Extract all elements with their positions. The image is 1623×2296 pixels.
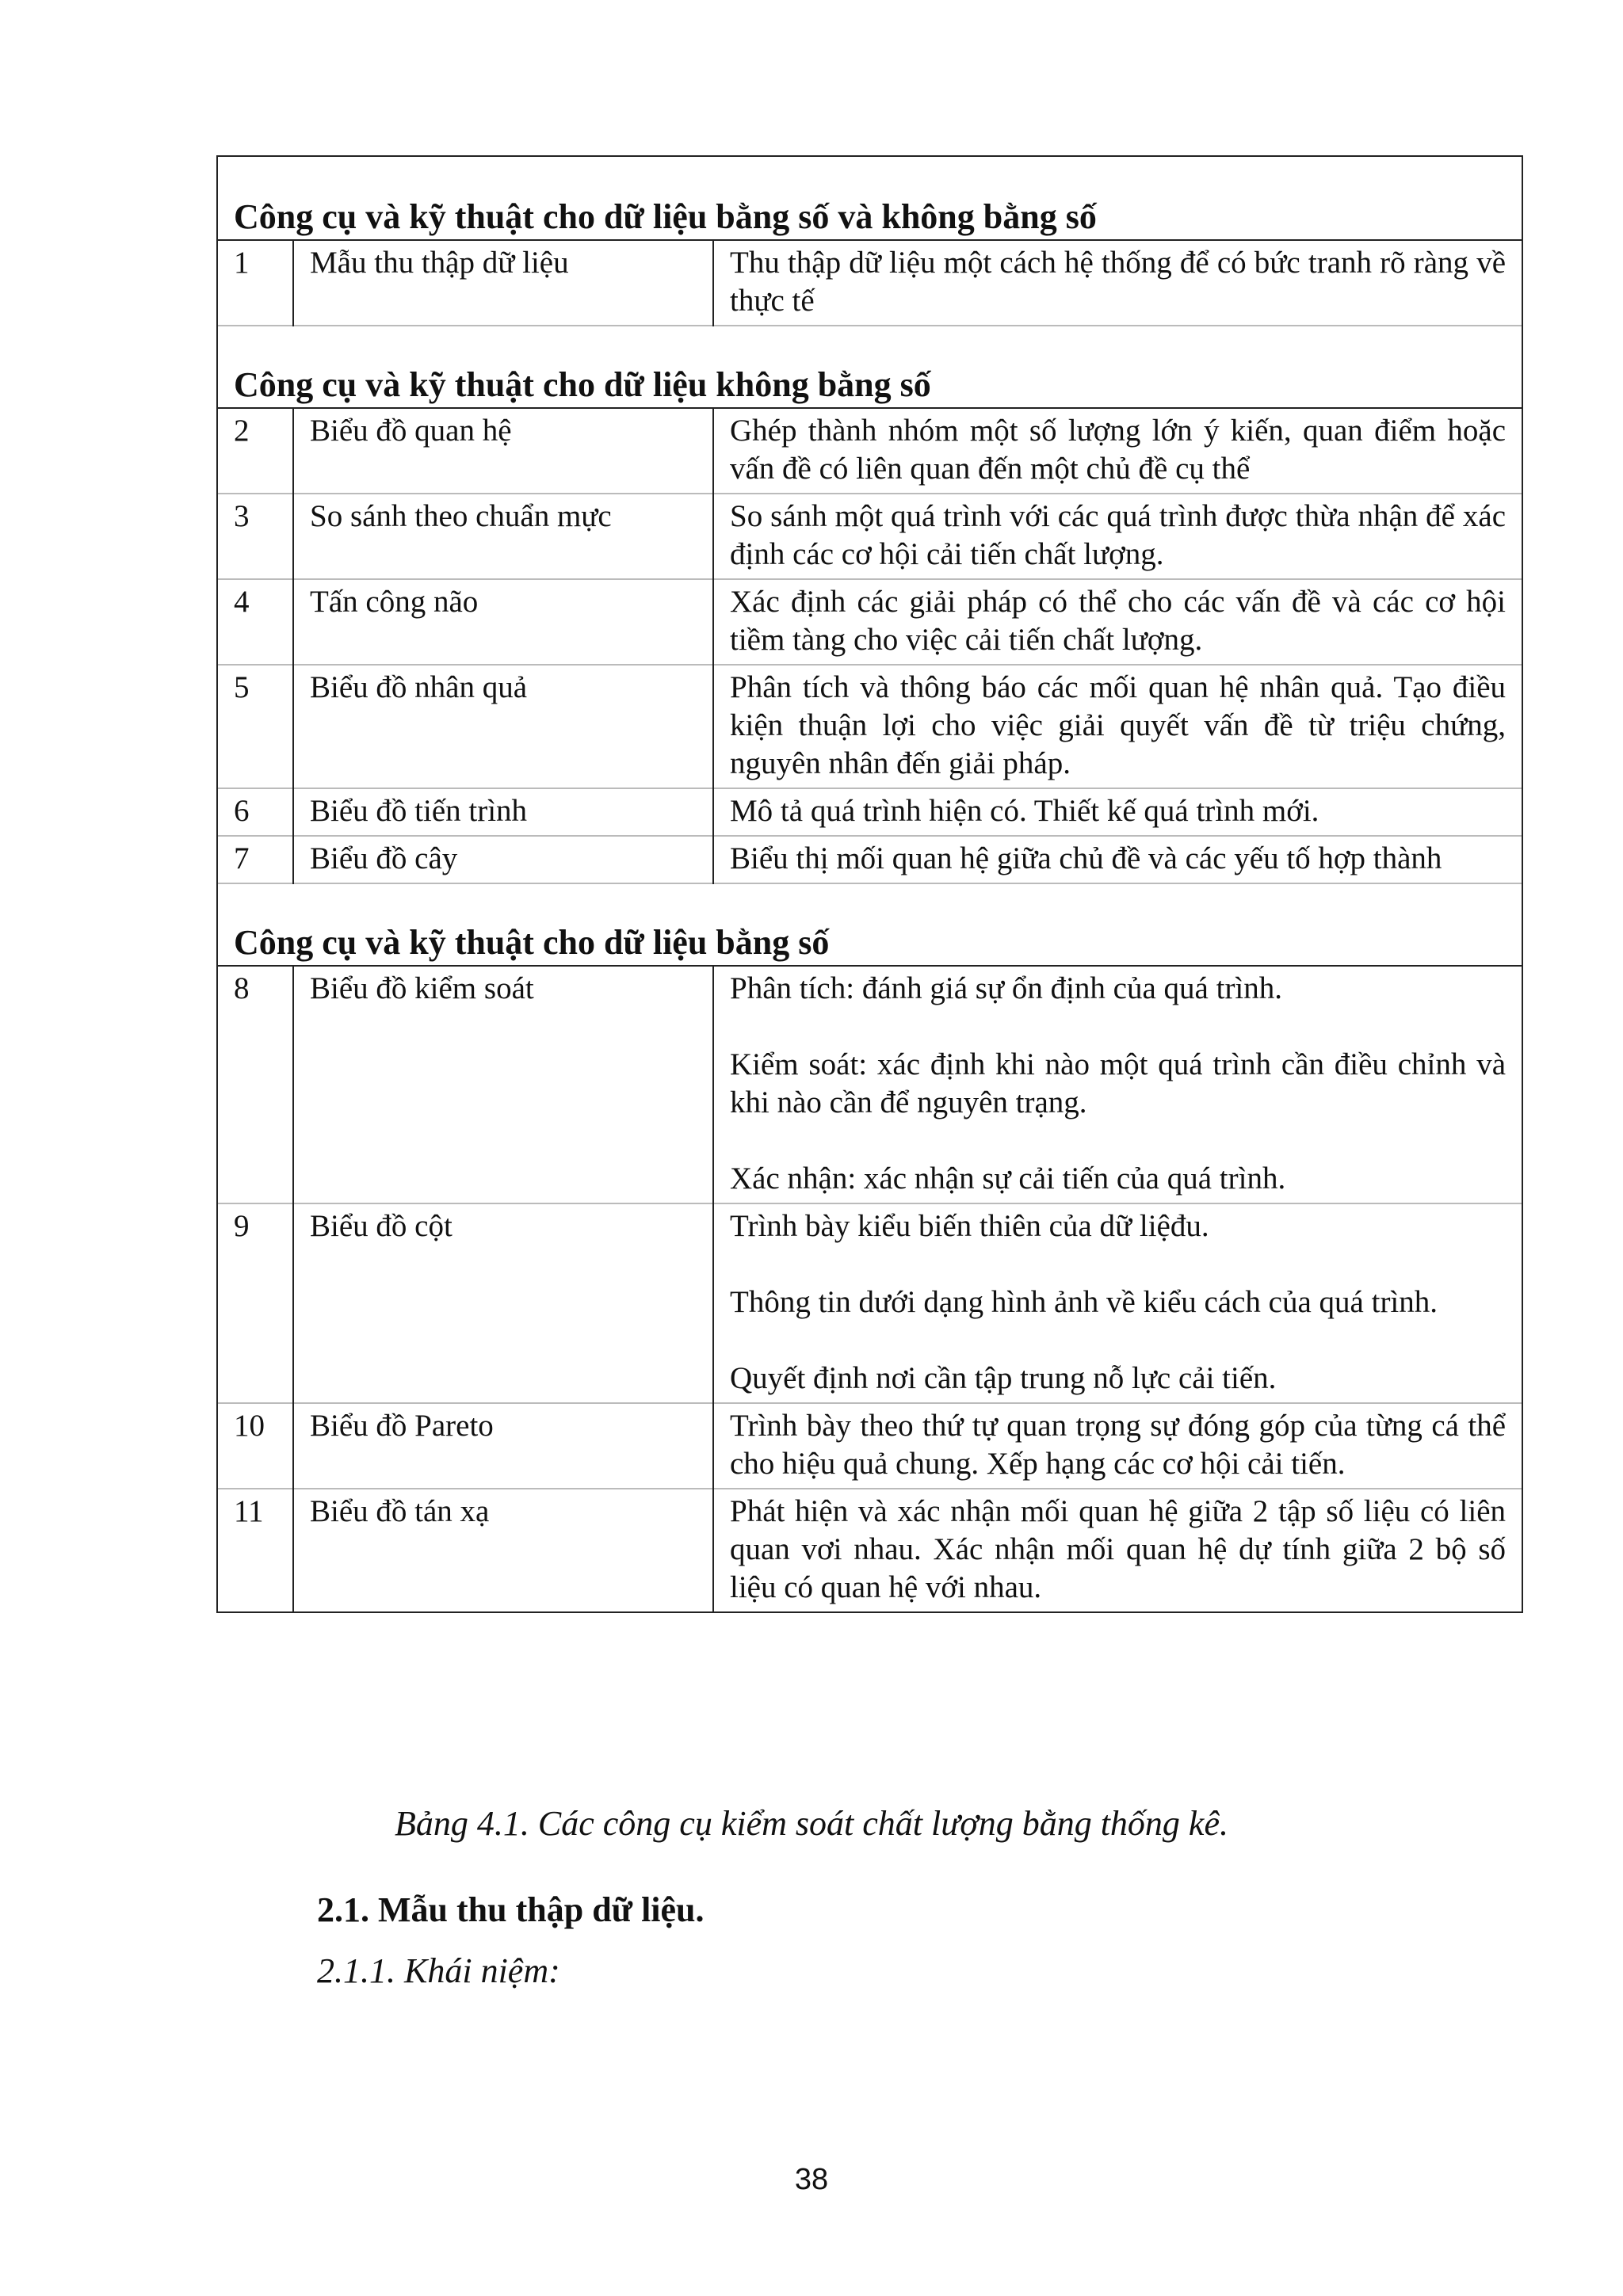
tool-description — [713, 1403, 1522, 1489]
description-paragraph: Biểu thị mối quan hệ giữa chủ đề và các yếu tố hợp thành — [730, 841, 1442, 875]
tool-description — [713, 1203, 1522, 1403]
table-row — [217, 240, 1522, 326]
tool-description — [713, 579, 1522, 665]
section-header-row — [217, 156, 1522, 240]
description-paragraph: Xác định các giải pháp có thể cho các vấn đề và các cơ hội tiềm tàng cho việc cải tiến chất lượng. — [730, 585, 1507, 657]
tools-table — [216, 155, 1523, 1613]
row-number: 1 — [217, 240, 293, 326]
tool-description — [713, 665, 1522, 788]
tool-name: Biểu đồ Pareto — [293, 1403, 713, 1489]
tool-description — [713, 408, 1522, 494]
page-number: 38 — [794, 2163, 829, 2196]
table-row — [217, 836, 1522, 883]
tool-name: Biểu đồ tán xạ — [293, 1489, 713, 1612]
tool-name: Biểu đồ cột — [293, 1203, 713, 1403]
row-number: 8 — [217, 966, 293, 1203]
table-row — [217, 579, 1522, 665]
table-row — [217, 788, 1522, 836]
description-paragraph: Phân tích và thông báo các mối quan hệ nhân quả. Tạo điều kiện thuận lợi cho việc giải quyết vấn đề từ triệu chứng, nguyên nhân đến giải pháp. — [730, 670, 1507, 780]
table-row — [217, 966, 1522, 1203]
tools-table-body — [217, 156, 1522, 1612]
description-paragraph: Trình bày kiểu biến thiên của dữ liệđu. — [730, 1209, 1209, 1243]
section-title-cell: Công cụ và kỹ thuật cho dữ liệu bằng số — [217, 883, 1522, 966]
section-header-row — [217, 883, 1522, 966]
row-number: 7 — [217, 836, 293, 883]
row-number: 4 — [217, 579, 293, 665]
section-heading — [317, 1890, 705, 1930]
section-title: . Mẫu thu thập dữ liệu. — [361, 1890, 705, 1929]
tool-name: Biểu đồ nhân quả — [293, 665, 713, 788]
section-title-cell: Công cụ và kỹ thuật cho dữ liệu không bằng số — [217, 326, 1522, 408]
tool-description — [713, 836, 1522, 883]
description-paragraph: Xác nhận: xác nhận sự cải tiến của quá trình. — [730, 1161, 1286, 1196]
tool-description — [713, 494, 1522, 579]
tool-name: Biểu đồ tiến trình — [293, 788, 713, 836]
tool-description — [713, 240, 1522, 326]
section-header-row — [217, 326, 1522, 408]
table-row — [217, 665, 1522, 788]
row-number: 9 — [217, 1203, 293, 1403]
row-number: 2 — [217, 408, 293, 494]
tool-description — [713, 788, 1522, 836]
description-paragraph: Phát hiện và xác nhận mối quan hệ giữa 2 tập số liệu có liên quan vơi nhau. Xác nhận mối quan hệ dự tính giữa 2 bộ số liệu có quan hệ với nhau. — [730, 1494, 1507, 1604]
tool-name: So sánh theo chuẩn mực — [293, 494, 713, 579]
description-paragraph: Mô tả quá trình hiện có. Thiết kế quá trình mới. — [730, 794, 1319, 828]
tool-description — [713, 1489, 1522, 1612]
description-paragraph: Ghép thành nhóm một số lượng lớn ý kiến, quan điểm hoặc vấn đề có liên quan đến một chủ đề cụ thể — [730, 414, 1507, 486]
description-paragraph: Thông tin dưới dạng hình ảnh về kiểu cách của quá trình. — [730, 1285, 1438, 1319]
tool-name: Tấn công não — [293, 579, 713, 665]
description-paragraph: Kiểm soát: xác định khi nào một quá trình cần điều chỉnh và khi nào cần để nguyên trạng. — [730, 1047, 1507, 1119]
description-paragraph: Quyết định nơi cần tập trung nỗ lực cải tiến. — [730, 1361, 1277, 1395]
table-row — [217, 1203, 1522, 1403]
section-number: 2.1 — [317, 1890, 361, 1929]
tool-name: Mẫu thu thập dữ liệu — [293, 240, 713, 326]
table-row — [217, 494, 1522, 579]
tool-name: Biểu đồ quan hệ — [293, 408, 713, 494]
section-title-cell: Công cụ và kỹ thuật cho dữ liệu bằng số và không bằng số — [217, 156, 1522, 240]
tool-description — [713, 966, 1522, 1203]
table-row — [217, 1489, 1522, 1612]
table-row — [217, 1403, 1522, 1489]
tool-name: Biểu đồ cây — [293, 836, 713, 883]
subsection-heading: 2.1.1. Khái niệm: — [317, 1951, 560, 1990]
description-paragraph: Thu thập dữ liệu một cách hệ thống để có bức tranh rõ ràng về thực tế — [730, 246, 1507, 318]
description-paragraph: Phân tích: đánh giá sự ổn định của quá trình. — [730, 971, 1283, 1005]
table-caption: Bảng 4.1. Các công cụ kiểm soát chất lượng bằng thống kê. — [395, 1804, 1228, 1843]
description-paragraph: Trình bày theo thứ tự quan trọng sự đóng góp của từng cá thể cho hiệu quả chung. Xếp hạng các cơ hội cải tiến. — [730, 1409, 1507, 1481]
table-row — [217, 408, 1522, 494]
row-number: 11 — [217, 1489, 293, 1612]
row-number: 10 — [217, 1403, 293, 1489]
row-number: 3 — [217, 494, 293, 579]
tool-name: Biểu đồ kiểm soát — [293, 966, 713, 1203]
row-number: 5 — [217, 665, 293, 788]
description-paragraph: So sánh một quá trình với các quá trình được thừa nhận để xác định các cơ hội cải tiến chất lượng. — [730, 499, 1507, 571]
row-number: 6 — [217, 788, 293, 836]
